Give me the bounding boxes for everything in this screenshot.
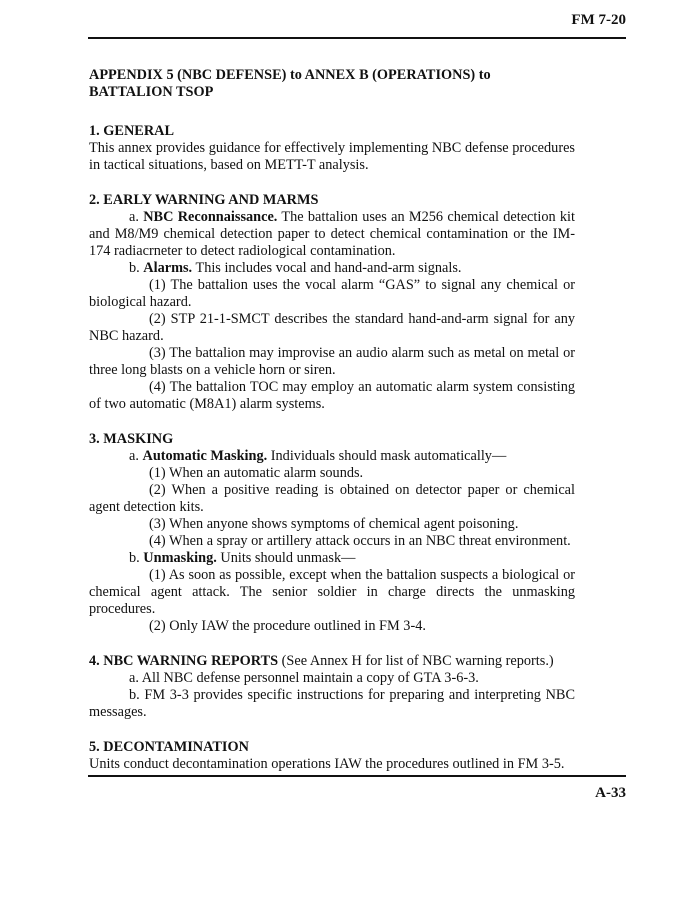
item-text: The battalion uses an M256 chemical detection kit and M8/M9 chemical detection paper to detect chemical contamination or the IM-174 radiacrneter to detect radiological contamination. [89, 209, 575, 259]
manual-id: FM 7-20 [571, 12, 626, 28]
section-heading: 1. GENERAL [89, 123, 174, 139]
item-title: Unmasking. [143, 550, 217, 566]
header-rule [88, 37, 626, 39]
list-item: a. All NBC defense personnel maintain a copy of GTA 3-6-3. [129, 670, 479, 686]
section-masking [89, 431, 575, 635]
item-text: This includes vocal and hand-and-arm signals. [192, 260, 462, 276]
section-early-warning [89, 192, 575, 413]
list-item: (3) When anyone shows symptoms of chemical agent poisoning. [149, 516, 519, 532]
item-label: b. [129, 260, 144, 276]
page-number: A-33 [595, 785, 626, 801]
list-item: (4) When a spray or artillery attack occurs in an NBC threat environment. [149, 533, 571, 549]
item-title: NBC Reconnaissance. [143, 209, 278, 225]
list-item: (3) The battalion may improvise an audio alarm such as metal on metal or three long blasts on a vehicle horn or siren. [89, 345, 575, 378]
paragraph-a [89, 209, 575, 260]
paragraph: Units conduct decontamination operations IAW the procedures outlined in FM 3-5. [89, 756, 565, 772]
section-general [89, 123, 575, 174]
section-heading: 5. DECONTAMINATION [89, 739, 249, 755]
section-warning-reports [89, 653, 575, 721]
section-heading: 3. MASKING [89, 431, 174, 447]
item-label: b. [129, 550, 144, 566]
item-label: a. [129, 448, 143, 464]
list-item: (1) As soon as possible, except when the battalion suspects a biological or chemical agent attack. The senior soldier in charge directs the unmasking procedures. [89, 567, 575, 617]
item-text: Units should unmask— [216, 550, 356, 566]
heading-note: (See Annex H for list of NBC warning reports.) [278, 653, 554, 669]
list-item: (2) STP 21-1-SMCT describes the standard hand-and-arm signal for any NBC hazard. [89, 311, 575, 344]
section-heading: 4. NBC WARNING REPORTS [89, 653, 279, 669]
paragraph: This annex provides guidance for effectively implementing NBC defense procedures in tactical situations, based on METT-T analysis. [89, 140, 575, 173]
footer-rule [88, 775, 626, 777]
list-item: (2) When a positive reading is obtained on detector paper or chemical agent detection kits. [89, 482, 575, 515]
item-title: Alarms. [143, 260, 193, 276]
paragraph-b [89, 260, 575, 277]
section-decontamination [89, 739, 575, 773]
item-title: Automatic Masking. [142, 448, 268, 464]
item-text: Individuals should mask automatically— [267, 448, 507, 464]
paragraph-a [89, 448, 575, 465]
paragraph-b [89, 550, 575, 567]
list-item: (4) The battalion TOC may employ an automatic alarm system consisting of two automatic (M8A1) alarm systems. [89, 379, 575, 412]
list-item: (1) When an automatic alarm sounds. [149, 465, 364, 481]
list-item: (2) Only IAW the procedure outlined in FM 3-4. [149, 618, 426, 634]
document-body [89, 67, 575, 791]
list-item: (1) The battalion uses the vocal alarm “GAS” to signal any chemical or biological hazard. [89, 277, 575, 310]
section-heading-line [89, 653, 575, 670]
section-heading: 2. EARLY WARNING AND MARMS [89, 192, 319, 208]
appendix-title: APPENDIX 5 (NBC DEFENSE) to ANNEX B (OPERATIONS) to BATTALION TSOP [89, 67, 491, 100]
list-item: b. FM 3-3 provides specific instructions for preparing and interpreting NBC messages. [89, 687, 575, 720]
item-label: a. [129, 209, 144, 225]
